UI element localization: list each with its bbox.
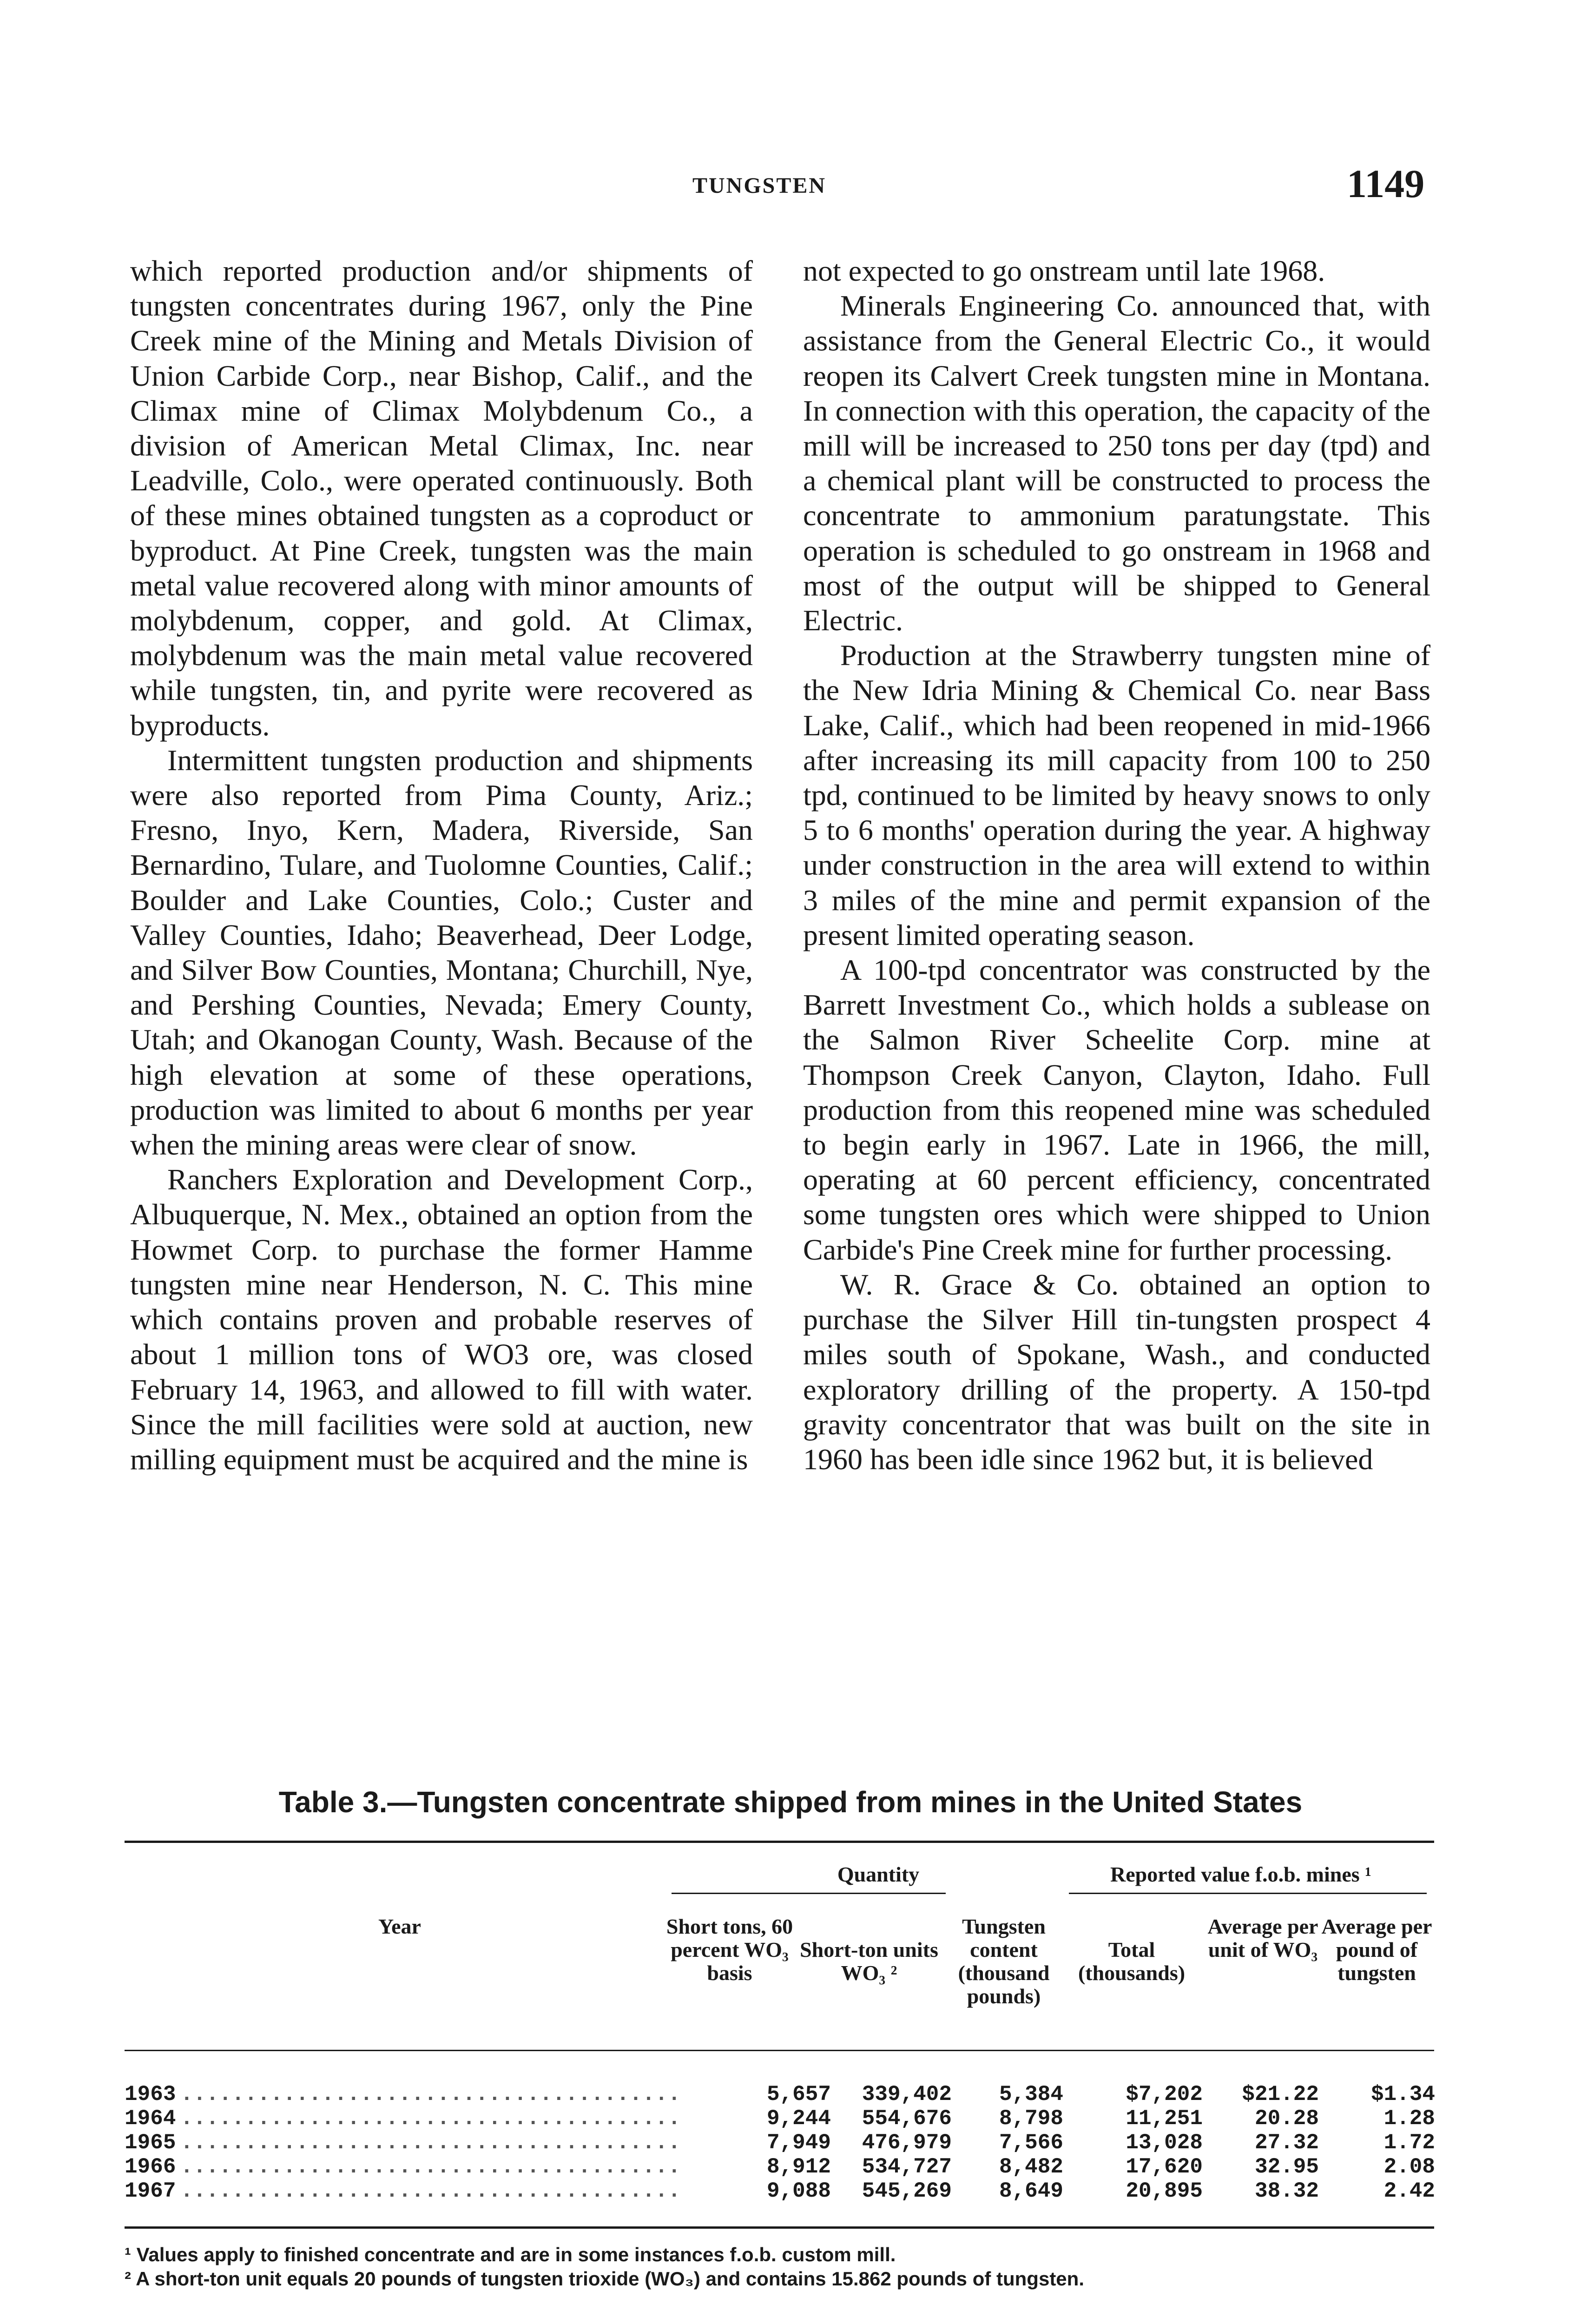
table-bottom-rule: [125, 2226, 1434, 2229]
paragraph: Minerals Engineering Co. announced that, with assistance from the General Electric Co., it would reopen its Calvert Creek tungsten mine in Montana. In connection with this operation, the capacity of the mill will be increased to 250 tons per day (tpd) and a chemical plant will be constructed to process the concentrate to ammonium paratungstate. This operation is scheduled to go onstream in 1968 and most of the output will be shipped to General Electric.: [803, 289, 1430, 637]
leader-dots: .......................................: [180, 2131, 681, 2155]
table-top-rule: [125, 1841, 1434, 1843]
footnote-1: ¹ Values apply to finished concentrate and are in some instances f.o.b. custom mill.: [125, 2244, 896, 2265]
avg-pound-cell: 2.42: [1383, 2179, 1435, 2203]
paragraph: Production at the Strawberry tungsten mine of the New Idria Mining & Chemical Co. near Bass Lake, Calif., which had been reopened in mid-1966 after increasing its mill capacity from 100 to 250 tpd, continued to be limited by heavy snows to only 5 to 6 months' operation during the year. A highway under construction in the area will extend to within 3 miles of the mine and permit expansion of the present limited operating season.: [803, 639, 1430, 951]
year-cell: 1967: [125, 2179, 176, 2203]
avg-pound-cell: 1.72: [1383, 2131, 1435, 2155]
tungsten-cell: 5,384: [999, 2082, 1063, 2106]
header-bottom-rule: [125, 2050, 1434, 2051]
table-footnotes: [125, 2243, 1440, 2291]
group-rule-value: [1069, 1893, 1427, 1894]
column-header-year: Year: [378, 1915, 421, 1938]
group-header-quantity: Quantity: [837, 1862, 920, 1886]
total-cell: 20,895: [1126, 2179, 1203, 2203]
tungsten-cell: 8,482: [999, 2155, 1063, 2179]
total-cell: 11,251: [1126, 2106, 1203, 2131]
year-cell: 1965: [125, 2131, 176, 2155]
running-header: TUNGSTEN: [692, 173, 827, 198]
year-cell: 1964: [125, 2106, 176, 2131]
units-cell: 545,269: [862, 2179, 952, 2203]
short-tons-cell: 8,912: [766, 2155, 831, 2179]
table-row: [125, 2106, 1434, 2131]
group-header-value: Reported value f.o.b. mines ¹: [1110, 1862, 1371, 1886]
units-cell: 476,979: [862, 2131, 952, 2155]
year-cell: 1963: [125, 2082, 176, 2106]
avg-unit-cell: 32.95: [1254, 2155, 1319, 2179]
column-header-total: Total (thousands): [1078, 1938, 1186, 1985]
tungsten-cell: 7,566: [999, 2131, 1063, 2155]
table-row: [125, 2155, 1434, 2179]
leader-dots: .......................................: [180, 2179, 681, 2203]
avg-pound-cell: 2.08: [1383, 2155, 1435, 2179]
table-row: [125, 2131, 1434, 2155]
units-cell: 554,676: [862, 2106, 952, 2131]
total-cell: $7,202: [1126, 2082, 1203, 2106]
tungsten-cell: 8,649: [999, 2179, 1063, 2203]
total-cell: 17,620: [1126, 2155, 1203, 2179]
units-cell: 339,402: [862, 2082, 952, 2106]
leader-dots: .......................................: [180, 2082, 681, 2106]
paragraph: A 100-tpd concentrator was constructed by the Barrett Investment Co., which holds a sublease on the Salmon River Scheelite Corp. mine at Thompson Creek Canyon, Clayton, Idaho. Full production from this reopened mine was scheduled to begin early in 1967. Late in 1966, the mill, operating at 60 percent efficiency, concentrated some tungsten ores which were shipped to Union Carbide's Pine Creek mine for further processing.: [803, 953, 1430, 1266]
paragraph: which reported production and/or shipments of tungsten concentrates during 1967, only the Pine Creek mine of the Mining and Metals Division of Union Carbide Corp., near Bishop, Calif., and the Climax mine of Climax Molybdenum Co., a division of American Metal Climax, Inc. near Leadville, Colo., were operated continuously. Both of these mines obtained tungsten as a coproduct or byproduct. At Pine Creek, tungsten was the main metal value recovered along with minor amounts of molybdenum, copper, and gold. At Climax, molybdenum was the main metal value recovered while tungsten, tin, and pyrite were recovered as byproducts.: [130, 254, 753, 742]
column-header-units: Short-ton units WO₃ ²: [800, 1938, 938, 1985]
short-tons-cell: 9,088: [766, 2179, 831, 2203]
page-number: 1149: [1347, 161, 1425, 206]
column-header-avg-pound: Average per pound of tungsten: [1321, 1915, 1432, 1985]
column-header-avg-unit: Average per unit of WO₃: [1207, 1915, 1318, 1961]
leader-dots: .......................................: [180, 2155, 681, 2179]
avg-unit-cell: $21.22: [1242, 2082, 1319, 2106]
right-column: [803, 253, 1430, 1477]
avg-unit-cell: 38.32: [1254, 2179, 1319, 2203]
paragraph: W. R. Grace & Co. obtained an option to purchase the Silver Hill tin-tungsten prospect 4 miles south of Spokane, Wash., and conducted exploratory drilling of the property. A 150-tpd gravity concentrator that was built on the site in 1960 has been idle since 1962 but, it is believed: [803, 1268, 1430, 1476]
short-tons-cell: 7,949: [766, 2131, 831, 2155]
left-column: [130, 253, 753, 1477]
column-header-short-tons: Short tons, 60 percent WO₃ basis: [666, 1915, 793, 1985]
table-row: [125, 2082, 1434, 2106]
units-cell: 534,727: [862, 2155, 952, 2179]
paragraph: not expected to go onstream until late 1968.: [803, 254, 1325, 287]
leader-dots: .......................................: [180, 2106, 681, 2131]
short-tons-cell: 9,244: [766, 2106, 831, 2131]
footnote-2: ² A short-ton unit equals 20 pounds of tungsten trioxide (WO₃) and contains 15.862 pounds of tungsten.: [125, 2268, 1084, 2290]
total-cell: 13,028: [1126, 2131, 1203, 2155]
avg-pound-cell: 1.28: [1383, 2106, 1435, 2131]
table-caption: Table 3.—Tungsten concentrate shipped from mines in the United States: [278, 1785, 1303, 1819]
table-row: [125, 2179, 1434, 2203]
avg-pound-cell: $1.34: [1370, 2082, 1435, 2106]
paragraph: Ranchers Exploration and Development Corp., Albuquerque, N. Mex., obtained an option from the Howmet Corp. to purchase the former Hamme tungsten mine near Henderson, N. C. This mine which contains proven and probable reserves of about 1 million tons of WO3 ore, was closed February 14, 1963, and allowed to fill with water. Since the mill facilities were sold at auction, new milling equipment must be acquired and the mine is: [130, 1163, 753, 1476]
year-cell: 1966: [125, 2155, 176, 2179]
short-tons-cell: 5,657: [766, 2082, 831, 2106]
group-rule-quantity: [672, 1893, 946, 1894]
column-header-tungsten: Tungsten content (thousand pounds): [958, 1915, 1050, 2008]
paragraph: Intermittent tungsten production and shipments were also reported from Pima County, Ariz.; Fresno, Inyo, Kern, Madera, Riverside, San Bernardino, Tulare, and Tuolomne Counties, Calif.; Boulder and Lake Counties, Colo.; Custer and Valley Counties, Idaho; Beaverhead, Deer Lodge, and Silver Bow Counties, Montana; Churchill, Nye, and Pershing Counties, Nevada; Emery County, Utah; and Okanogan County, Wash. Because of the high elevation at some of these operations, production was limited to about 6 months per year when the mining areas were clear of snow.: [130, 743, 753, 1162]
avg-unit-cell: 27.32: [1254, 2131, 1319, 2155]
tungsten-cell: 8,798: [999, 2106, 1063, 2131]
avg-unit-cell: 20.28: [1254, 2106, 1319, 2131]
